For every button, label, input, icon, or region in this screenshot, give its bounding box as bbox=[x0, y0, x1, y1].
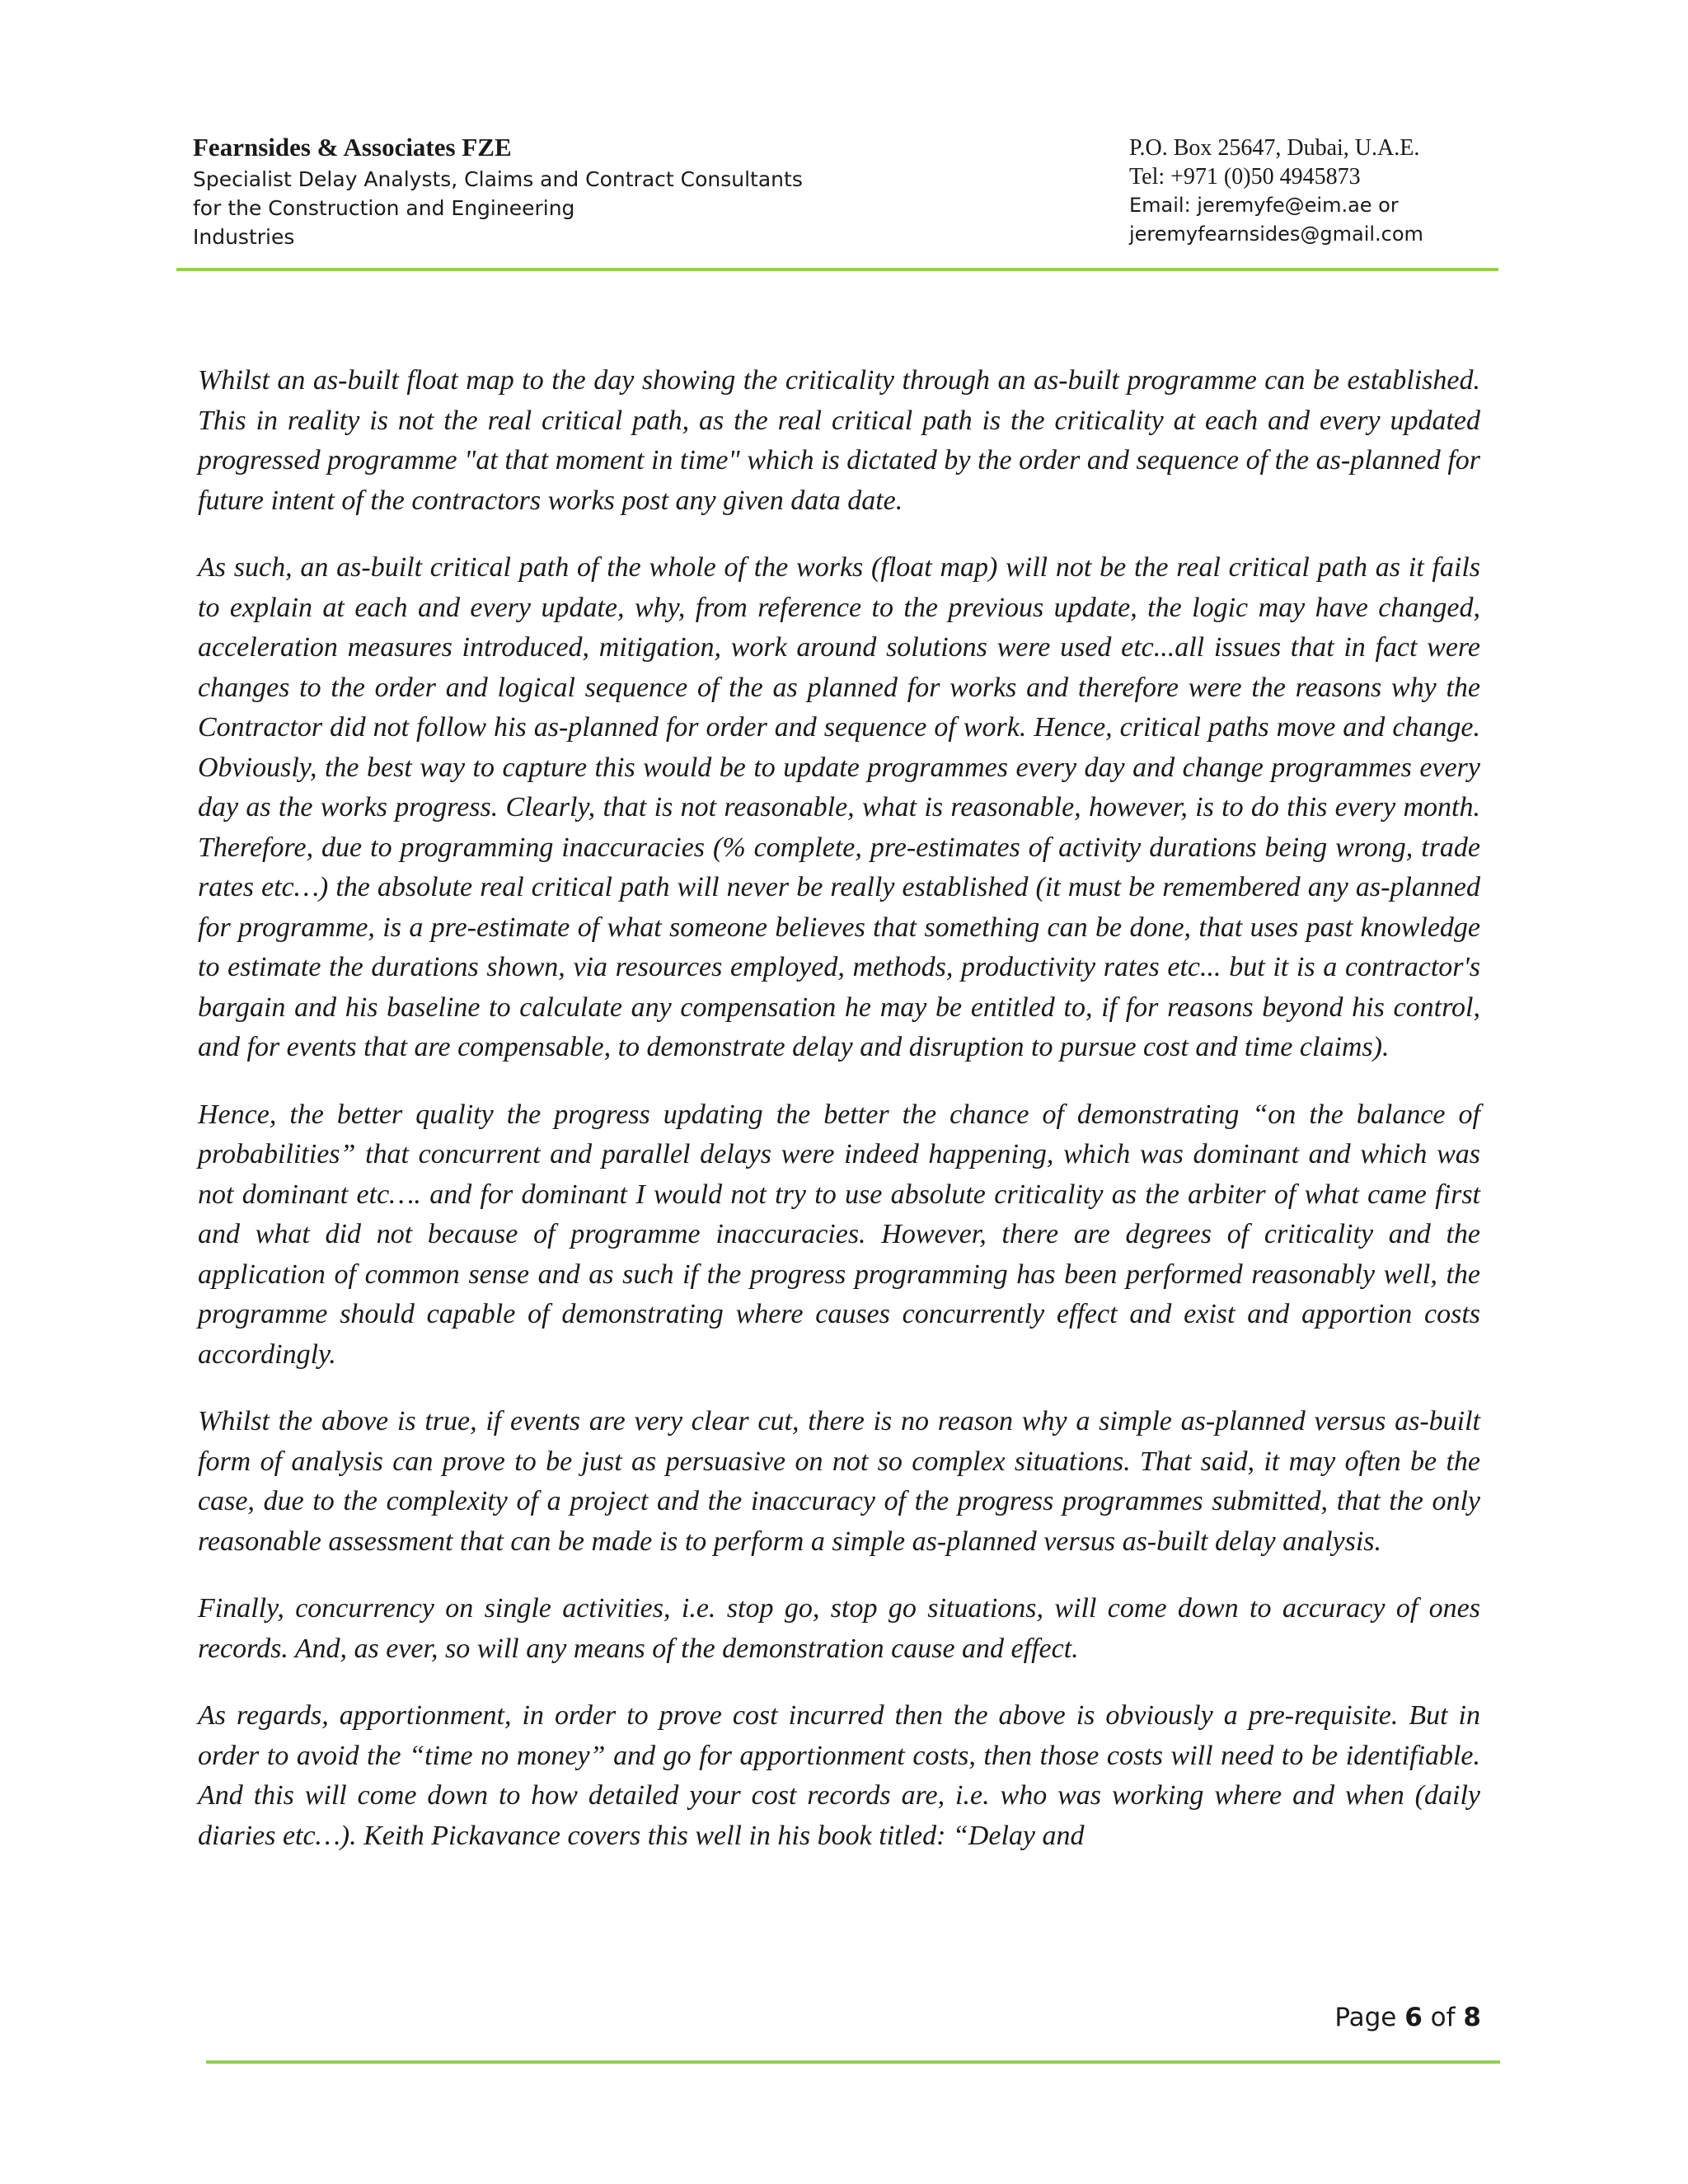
tagline-line-1: Specialist Delay Analysts, Claims and Contract Consultants bbox=[193, 167, 803, 191]
tagline-line-3: Industries bbox=[193, 225, 295, 249]
paragraph-3: Hence, the better quality the progress updating the better the chance of demonstrating “on the balance of probabilities” that concurrent and parallel delays were indeed happening, which was dominant and which was not dominant etc…. and for dominant I would not try to use absolute criticality as the arbiter of what came first and what did not because of programme inaccuracies. However, there are degrees of criticality and the application of common sense and as such if the progress programming has been performed reasonably well, the programme should capable of demonstrating where causes concurrently effect and exist and apportion costs accordingly. bbox=[198, 1099, 1480, 1370]
tagline-line-2: for the Construction and Engineering bbox=[193, 196, 575, 220]
header-divider bbox=[176, 268, 1498, 271]
email-line-2: jeremyfearnsides@gmail.com bbox=[1129, 223, 1423, 246]
email-line-1: Email: jeremyfe@eim.ae or bbox=[1129, 194, 1399, 217]
letterhead-left bbox=[193, 132, 852, 251]
paragraph-1: Whilst an as-built float map to the day showing the criticality through an as-built programme can be established. This in reality is not the real critical path, as the real critical path is the criticality at each and every updated progressed programme "at that moment in time" which is dictated by the order and sequence of the as-planned for future intent of the contractors works post any given data date. bbox=[198, 365, 1480, 516]
letterhead-right bbox=[1129, 134, 1624, 249]
page-current: 6 bbox=[1404, 2003, 1423, 2032]
footer-divider bbox=[206, 2060, 1500, 2064]
document-body bbox=[198, 361, 1480, 1883]
company-name: Fearnsides & Associates FZE bbox=[193, 133, 512, 162]
page-total: 8 bbox=[1463, 2003, 1481, 2032]
paragraph-2: As such, an as-built critical path of the whole of the works (float map) will not be the real critical path as it fails to explain at each and every update, why, from reference to the previous update, the logic may have changed, acceleration measures introduced, mitigation, work around solutions were used etc...all issues that in fact were changes to the order and logical sequence of the as planned for works and therefore were the reasons why the Contractor did not follow his as-planned for order and sequence of work. Hence, critical paths move and change. Obviously, the best way to capture this would be to update programmes every day and change programmes every day as the works progress. Clearly, that is not reasonable, what is reasonable, however, is to do this every month. Therefore, due to programming inaccuracies (% complete, pre-estimates of activity durations being wrong, trade rates etc…) the absolute real critical path will never be really established (it must be remembered any as-planned for programme, is a pre-estimate of what someone believes that something can be done, that uses past knowledge to estimate the durations shown, via resources employed, methods, productivity rates etc... but it is a contractor's bargain and his baseline to calculate any compensation he may be entitled to, if for reasons beyond his control, and for events that are compensable, to demonstrate delay and disruption to pursue cost and time claims). bbox=[198, 552, 1480, 1062]
telephone: Tel: +971 (0)50 4945873 bbox=[1129, 164, 1361, 190]
paragraph-4: Whilst the above is true, if events are very clear cut, there is no reason why a simple as-planned versus as-built form of analysis can prove to be just as persuasive on not so complex situations. That said, it may often be the case, due to the complexity of a project and the inaccuracy of the progress programmes submitted, that the only reasonable assessment that can be made is to perform a simple as-planned versus as-built delay analysis. bbox=[198, 1406, 1480, 1557]
of-label: of bbox=[1430, 2003, 1456, 2032]
paragraph-6: As regards, apportionment, in order to prove cost incurred then the above is obviously a pre-requisite. But in order to avoid the “time no money” and go for apportionment costs, then those costs will need to be identifiable. And this will come down to how detailed your cost records are, i.e. who was working where and when (daily diaries etc…). Keith Pickavance covers this well in his book titled: “Delay and bbox=[198, 1700, 1480, 1851]
postal-address: P.O. Box 25647, Dubai, U.A.E. bbox=[1129, 135, 1420, 161]
page-label: Page bbox=[1334, 2003, 1397, 2032]
paragraph-5: Finally, concurrency on single activities, i.e. stop go, stop go situations, will come down to accuracy of ones records. And, as ever, so will any means of the demonstration cause and effect. bbox=[198, 1593, 1480, 1664]
page-number bbox=[1334, 2003, 1481, 2032]
